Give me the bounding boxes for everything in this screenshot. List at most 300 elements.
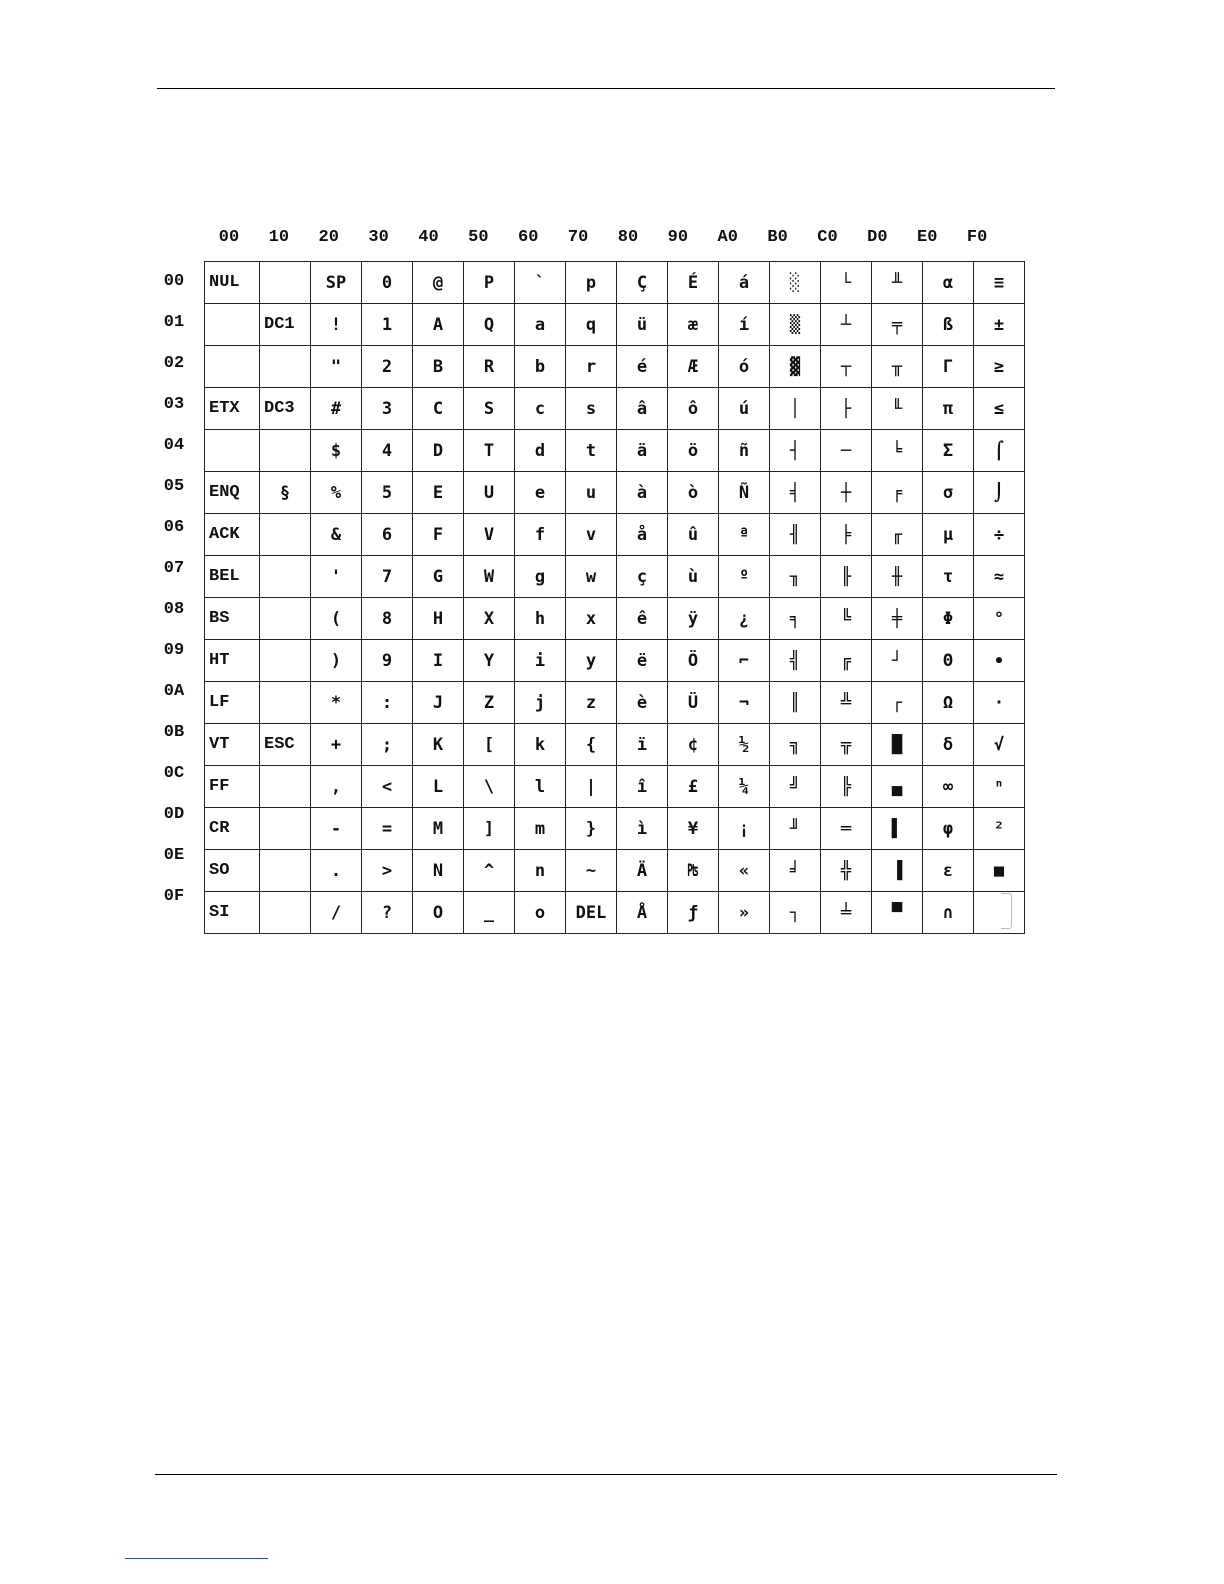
code-cell: + (311, 724, 362, 766)
code-cell: Q (464, 304, 515, 346)
column-header: 30 (368, 228, 389, 247)
column-header: 90 (667, 228, 689, 247)
code-cell: k (515, 724, 566, 766)
column-header: F0 (966, 228, 988, 247)
code-cell: ╪ (872, 598, 923, 640)
code-cell: V (464, 514, 515, 556)
code-cell: d (515, 430, 566, 472)
code-cell: s (566, 388, 617, 430)
table-row (205, 850, 1025, 892)
table-row (205, 514, 1025, 556)
code-cell (260, 808, 311, 850)
code-cell: BEL (205, 556, 260, 598)
code-cell: ( (311, 598, 362, 640)
code-cell: æ (668, 304, 719, 346)
code-cell: á (719, 262, 770, 304)
code-cell: ╫ (872, 556, 923, 598)
column-header: 60 (518, 228, 539, 247)
code-cell: u (566, 472, 617, 514)
code-cell: ╬ (821, 850, 872, 892)
code-cell: ? (362, 892, 413, 934)
code-cell: FF (205, 766, 260, 808)
code-cell: ù (668, 556, 719, 598)
code-cell: 1 (362, 304, 413, 346)
table-row (205, 262, 1025, 304)
code-cell: ╖ (770, 556, 821, 598)
code-cell: │ (770, 388, 821, 430)
code-cell: X (464, 598, 515, 640)
table-row (205, 808, 1025, 850)
code-cell: ~ (566, 850, 617, 892)
column-header: E0 (917, 228, 938, 247)
code-cell: Ç (617, 262, 668, 304)
code-cell: SO (205, 850, 260, 892)
code-cell: j (515, 682, 566, 724)
code-cell: ╩ (821, 682, 872, 724)
code-cell: ╓ (872, 514, 923, 556)
code-cell: ½ (719, 724, 770, 766)
code-cell: DEL (566, 892, 617, 934)
code-cell: Z (464, 682, 515, 724)
code-cell: à (617, 472, 668, 514)
code-cell: o (515, 892, 566, 934)
code-cell: C (413, 388, 464, 430)
code-cell: ° (974, 598, 1025, 640)
column-header: 80 (617, 228, 639, 247)
code-cell: $ (311, 430, 362, 472)
code-cell: ï (617, 724, 668, 766)
table-row (205, 640, 1025, 682)
code-cell: ∩ (923, 892, 974, 934)
column-header: 20 (318, 228, 339, 247)
code-cell: ╛ (770, 850, 821, 892)
code-cell: 6 (362, 514, 413, 556)
code-cell: ─ (821, 430, 872, 472)
code-cell: l (515, 766, 566, 808)
code-cell: ╥ (872, 346, 923, 388)
code-cell: Ä (617, 850, 668, 892)
code-cell: ╗ (770, 724, 821, 766)
code-cell: " (311, 346, 362, 388)
code-cell: ü (617, 304, 668, 346)
table-row (205, 598, 1025, 640)
code-cell: ≥ (974, 346, 1025, 388)
code-cell: ¢ (668, 724, 719, 766)
code-cell: ä (617, 430, 668, 472)
code-cell: ╣ (770, 640, 821, 682)
code-cell (260, 850, 311, 892)
code-cell: ESC (260, 724, 311, 766)
header-rule (157, 88, 1055, 89)
code-cell: x (566, 598, 617, 640)
code-cell: n (515, 850, 566, 892)
code-cell: L (413, 766, 464, 808)
column-headers (204, 228, 1002, 254)
code-cell: VT (205, 724, 260, 766)
code-cell: % (311, 472, 362, 514)
code-cell: é (617, 346, 668, 388)
code-cell: LF (205, 682, 260, 724)
code-cell: Σ (923, 430, 974, 472)
code-cell: ╙ (872, 388, 923, 430)
code-cell: w (566, 556, 617, 598)
code-cell: [ (464, 724, 515, 766)
code-cell: A (413, 304, 464, 346)
table-row (205, 304, 1025, 346)
code-cell: α (923, 262, 974, 304)
code-cell: O (413, 892, 464, 934)
code-cell: ' (311, 556, 362, 598)
code-cell: ╞ (821, 514, 872, 556)
code-cell: └ (821, 262, 872, 304)
code-cell: ║ (770, 682, 821, 724)
code-cell: R (464, 346, 515, 388)
code-cell: B (413, 346, 464, 388)
code-cell: g (515, 556, 566, 598)
code-cell: m (515, 808, 566, 850)
code-cell: p (566, 262, 617, 304)
code-cell: } (566, 808, 617, 850)
code-cell: ¥ (668, 808, 719, 850)
code-cell: í (719, 304, 770, 346)
code-cell: ╧ (821, 892, 872, 934)
code-cell: ñ (719, 430, 770, 472)
code-cell: σ (923, 472, 974, 514)
code-cell: , (311, 766, 362, 808)
row-headers (152, 261, 196, 917)
code-cell: ¿ (719, 598, 770, 640)
code-cell: 9 (362, 640, 413, 682)
code-cell: Ü (668, 682, 719, 724)
code-cell: ª (719, 514, 770, 556)
code-cell: ├ (821, 388, 872, 430)
code-cell: Å (617, 892, 668, 934)
code-cell: ² (974, 808, 1025, 850)
code-cell: q (566, 304, 617, 346)
code-cell: ▓ (770, 346, 821, 388)
code-cell: û (668, 514, 719, 556)
code-cell: ≤ (974, 388, 1025, 430)
code-cell: Φ (923, 598, 974, 640)
code-cell: SI (205, 892, 260, 934)
row-header: 0C (163, 764, 185, 783)
code-cell: ▀ (872, 892, 923, 934)
code-cell (260, 598, 311, 640)
code-cell: a (515, 304, 566, 346)
code-cell: ┐ (770, 892, 821, 934)
row-header: 00 (163, 272, 185, 291)
column-header: 50 (468, 228, 489, 247)
code-cell: ! (311, 304, 362, 346)
code-cell: ⌐ (719, 640, 770, 682)
code-cell: - (311, 808, 362, 850)
code-cell: ç (617, 556, 668, 598)
code-cell: ═ (821, 808, 872, 850)
code-cell: \ (464, 766, 515, 808)
code-cell: y (566, 640, 617, 682)
code-cell: ╒ (872, 472, 923, 514)
code-cell: ┼ (821, 472, 872, 514)
code-cell: £ (668, 766, 719, 808)
code-cell: ₧ (668, 850, 719, 892)
code-cell: √ (974, 724, 1025, 766)
code-cell: ≡ (974, 262, 1025, 304)
code-cell: ⌡ (974, 472, 1025, 514)
code-cell: Y (464, 640, 515, 682)
code-cell: Ñ (719, 472, 770, 514)
code-cell (205, 430, 260, 472)
code-cell: ╕ (770, 598, 821, 640)
code-cell: 0 (362, 262, 413, 304)
code-cell: z (566, 682, 617, 724)
row-header: 08 (163, 600, 185, 619)
column-header: A0 (717, 228, 738, 247)
row-header: 05 (163, 477, 185, 496)
footnote-separator (125, 1558, 268, 1559)
code-cell: ETX (205, 388, 260, 430)
table-row (205, 892, 1025, 934)
row-header: 0E (163, 846, 185, 865)
code-cell: ▄ (872, 766, 923, 808)
code-cell: ± (974, 304, 1025, 346)
code-cell: N (413, 850, 464, 892)
code-cell: ^ (464, 850, 515, 892)
code-cell: S (464, 388, 515, 430)
column-header: D0 (867, 228, 888, 247)
code-cell (205, 346, 260, 388)
code-cell: ε (923, 850, 974, 892)
row-header: 0F (163, 887, 185, 906)
table-row (205, 682, 1025, 724)
code-cell: F (413, 514, 464, 556)
code-cell: » (719, 892, 770, 934)
code-cell: P (464, 262, 515, 304)
code-cell: : (362, 682, 413, 724)
code-cell (260, 682, 311, 724)
code-cell: i (515, 640, 566, 682)
code-cell: < (362, 766, 413, 808)
code-cell: ì (617, 808, 668, 850)
scroll-edge-marker (1001, 893, 1012, 929)
code-cell: █ (872, 724, 923, 766)
table-row (205, 556, 1025, 598)
row-header: 0D (163, 805, 185, 824)
row-header: 07 (163, 559, 185, 578)
code-cell: T (464, 430, 515, 472)
character-code-table (204, 261, 1025, 934)
code-cell: ╝ (770, 766, 821, 808)
code-cell: º (719, 556, 770, 598)
code-cell: t (566, 430, 617, 472)
code-cell: Θ (923, 640, 974, 682)
row-header: 0A (163, 682, 185, 701)
code-cell: 3 (362, 388, 413, 430)
code-cell: ╠ (821, 766, 872, 808)
code-cell: î (617, 766, 668, 808)
code-cell: ENQ (205, 472, 260, 514)
code-cell: δ (923, 724, 974, 766)
row-header: 0B (163, 723, 185, 742)
code-cell: b (515, 346, 566, 388)
row-header: 01 (163, 313, 185, 332)
column-header: 00 (218, 228, 240, 247)
table-row (205, 766, 1025, 808)
code-cell: Æ (668, 346, 719, 388)
code-cell: ┴ (821, 304, 872, 346)
code-cell: ê (617, 598, 668, 640)
code-cell: ╟ (821, 556, 872, 598)
code-cell: ┬ (821, 346, 872, 388)
code-cell: ß (923, 304, 974, 346)
footer-rule (155, 1474, 1057, 1475)
code-cell: ⁿ (974, 766, 1025, 808)
code-cell: ƒ (668, 892, 719, 934)
code-cell: r (566, 346, 617, 388)
code-cell: 7 (362, 556, 413, 598)
code-cell: ò (668, 472, 719, 514)
code-cell: ╢ (770, 514, 821, 556)
code-cell: ■ (974, 850, 1025, 892)
code-cell: D (413, 430, 464, 472)
code-cell: @ (413, 262, 464, 304)
code-cell: ] (464, 808, 515, 850)
code-cell (260, 892, 311, 934)
row-header: 02 (163, 354, 185, 373)
code-cell: ¬ (719, 682, 770, 724)
code-cell: ┌ (872, 682, 923, 724)
code-cell: W (464, 556, 515, 598)
code-cell: NUL (205, 262, 260, 304)
code-cell: ∙ (974, 640, 1025, 682)
code-cell: τ (923, 556, 974, 598)
row-header: 09 (163, 641, 185, 660)
code-cell: ACK (205, 514, 260, 556)
table-row (205, 388, 1025, 430)
code-cell: è (617, 682, 668, 724)
code-cell: 2 (362, 346, 413, 388)
code-cell: « (719, 850, 770, 892)
column-header: B0 (767, 228, 788, 247)
code-cell: ╨ (872, 262, 923, 304)
code-cell (260, 346, 311, 388)
code-cell (260, 640, 311, 682)
code-cell: Ö (668, 640, 719, 682)
column-header: 40 (418, 228, 439, 247)
code-cell: > (362, 850, 413, 892)
code-cell: Ω (923, 682, 974, 724)
code-cell: ÿ (668, 598, 719, 640)
code-cell: ░ (770, 262, 821, 304)
code-cell: ô (668, 388, 719, 430)
code-cell: I (413, 640, 464, 682)
code-cell: µ (923, 514, 974, 556)
code-cell: BS (205, 598, 260, 640)
code-cell: J (413, 682, 464, 724)
code-cell: # (311, 388, 362, 430)
code-cell: ╤ (872, 304, 923, 346)
code-cell (260, 262, 311, 304)
code-cell: ╚ (821, 598, 872, 640)
code-cell: ≈ (974, 556, 1025, 598)
code-cell: G (413, 556, 464, 598)
code-cell: â (617, 388, 668, 430)
code-cell: c (515, 388, 566, 430)
code-cell: ╦ (821, 724, 872, 766)
code-cell: ë (617, 640, 668, 682)
code-cell (205, 304, 260, 346)
row-header: 03 (163, 395, 185, 414)
code-cell: SP (311, 262, 362, 304)
code-cell: e (515, 472, 566, 514)
code-cell: / (311, 892, 362, 934)
code-cell: · (974, 682, 1025, 724)
table-row (205, 472, 1025, 514)
row-header: 06 (163, 518, 185, 537)
table-row (205, 346, 1025, 388)
code-cell: ) (311, 640, 362, 682)
code-cell: H (413, 598, 464, 640)
code-cell (974, 892, 1025, 934)
code-cell (260, 766, 311, 808)
code-cell: 8 (362, 598, 413, 640)
code-cell: ⌠ (974, 430, 1025, 472)
code-cell: K (413, 724, 464, 766)
code-cell: ú (719, 388, 770, 430)
table-row (205, 430, 1025, 472)
column-header: 70 (567, 228, 589, 247)
code-cell: ╡ (770, 472, 821, 514)
column-header: 10 (268, 228, 290, 247)
code-cell: Γ (923, 346, 974, 388)
code-cell: | (566, 766, 617, 808)
code-cell (260, 514, 311, 556)
code-cell: h (515, 598, 566, 640)
code-cell (260, 430, 311, 472)
code-cell: ∞ (923, 766, 974, 808)
code-cell: ö (668, 430, 719, 472)
code-cell: ` (515, 262, 566, 304)
code-cell: ┘ (872, 640, 923, 682)
code-cell: ¼ (719, 766, 770, 808)
code-cell: { (566, 724, 617, 766)
code-cell: ▌ (872, 808, 923, 850)
code-cell: U (464, 472, 515, 514)
code-cell: 4 (362, 430, 413, 472)
code-cell: ; (362, 724, 413, 766)
row-header: 04 (163, 436, 185, 455)
code-cell: CR (205, 808, 260, 850)
code-cell: 5 (362, 472, 413, 514)
code-cell: f (515, 514, 566, 556)
code-cell: ╘ (872, 430, 923, 472)
code-cell: É (668, 262, 719, 304)
code-cell: ▒ (770, 304, 821, 346)
code-cell: = (362, 808, 413, 850)
table-row (205, 724, 1025, 766)
code-cell: _ (464, 892, 515, 934)
code-cell: ╜ (770, 808, 821, 850)
code-cell: ┤ (770, 430, 821, 472)
code-cell: ¡ (719, 808, 770, 850)
code-cell: å (617, 514, 668, 556)
code-cell: E (413, 472, 464, 514)
code-cell: φ (923, 808, 974, 850)
code-cell: ▐ (872, 850, 923, 892)
code-cell: v (566, 514, 617, 556)
code-cell: π (923, 388, 974, 430)
code-cell: M (413, 808, 464, 850)
code-cell: DC1 (260, 304, 311, 346)
